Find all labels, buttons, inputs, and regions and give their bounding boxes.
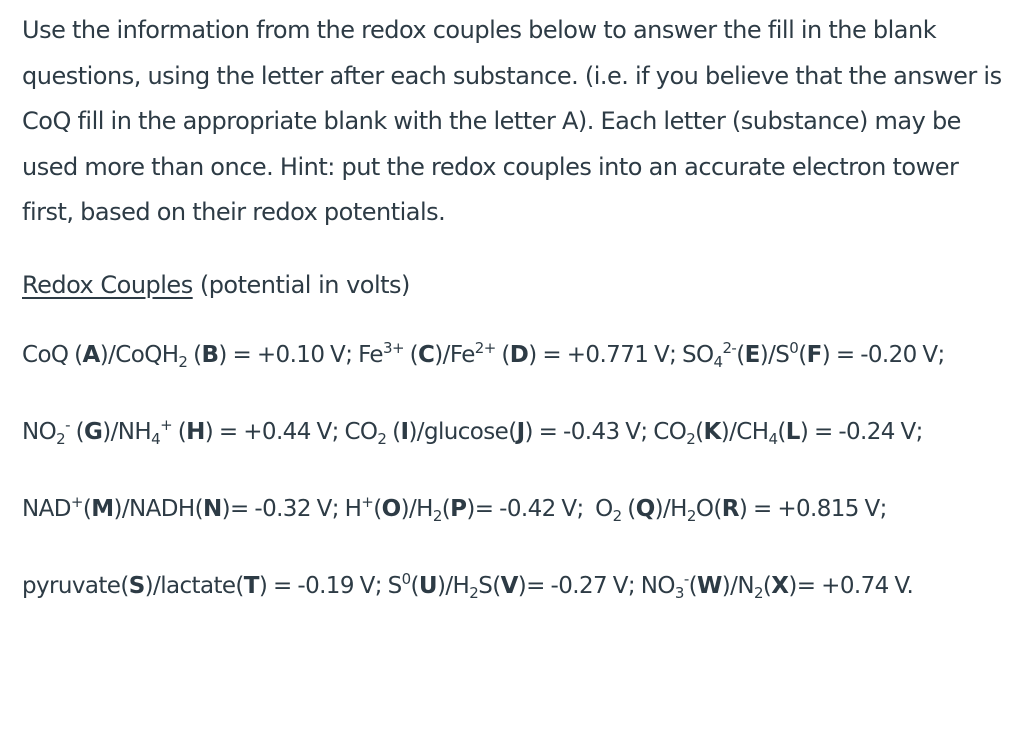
couple-coq: CoQ (A)/CoQH$_2$ (B) = +0.10 V; [22,341,353,371]
letter-label: P [450,495,467,522]
couple-nad: NAD+(M)/NADH(N)= -0.32 V; [22,492,339,522]
potential-value: = +0.771 V; [542,341,677,368]
letter-label: C [418,341,435,368]
potential-value: = -0.20 V; [835,341,945,368]
potential-value: = -0.42 V; [474,495,584,522]
letter-label: A [82,341,100,368]
potential-value: = -0.43 V; [538,418,648,445]
letter-label: G [83,418,103,445]
couples-block-1 [22,333,1014,377]
potential-value: = +0.10 V; [232,341,353,368]
letter-label: E [744,341,760,368]
potential-value: = +0.815 V; [752,495,887,522]
letter-label: F [806,341,822,368]
letter-label: V [500,572,518,599]
couples-block-3 [22,487,1014,531]
letter-label: L [785,418,800,445]
letter-label: K [703,418,721,445]
letter-label: W [697,572,722,599]
potential-value: = -0.32 V; [229,495,339,522]
couple-o2: $O_2$ $(Q)/H_2O(R) = +0.815$ V; [595,495,887,525]
redox-couples-heading [22,265,1014,305]
couples-block-2 [22,410,1014,454]
couple-so4: $SO_4^{2-}(E)/S^0(F) = -0.20$ V; [682,338,945,371]
couple-co2-glucose: $CO_2$ (I)/glucose(J) = -0.43 V; [344,418,648,448]
letter-label: I [400,418,409,445]
potential-value: = +0.74 V. [796,572,914,599]
letter-label: D [509,341,529,368]
couple-pyruvate: pyruvate(S)/lactate(T) = -0.19 V; [22,572,382,599]
couple-s0: $S^0(U)/H_2S(V)= -0.27$ V; [387,569,636,602]
couple-no2: $NO_2^-$ $(G)/NH_4^+$ (H) = +0.44 V; [22,415,339,448]
letter-label: Q [635,495,655,522]
letter-label: U [418,572,437,599]
redox-couples-units: (potential in volts) [192,270,410,299]
letter-label: N [202,495,222,522]
couple-co2-ch4: $CO_2(K)/CH_4(L) = -0.24$ V; [653,418,923,448]
letter-label: H [186,418,205,445]
couple-fe: $Fe^{3+}$ $(C)/Fe^{2+}$ (D) = +0.771 V; [358,338,677,368]
couple-no3: $NO_3^-(W)/N_2(X)= +0.74$ V. [640,569,914,602]
letter-label: M [91,495,114,522]
potential-value: = -0.19 V; [272,572,382,599]
potential-value: = -0.24 V; [813,418,923,445]
question-text [22,0,1014,608]
letter-label: O [381,495,401,522]
letter-label: B [201,341,219,368]
potential-value: = +0.44 V; [218,418,339,445]
letter-label: J [516,418,525,445]
letter-label: T [243,572,259,599]
couples-block-4 [22,564,1014,608]
letter-label: S [128,572,145,599]
instructions-paragraph: Use the information from the redox couples below to answer the fill in the blank questions, using the letter after each substance. (i.e. if you believe that the answer is CoQ fill in the appropriate blank with the letter A). Each letter (substance) may be used more than once. Hint: put the redox couples into an accurate electron tower first, based on their redox potentials. [22,16,1002,226]
letter-label: R [721,495,739,522]
letter-label: X [771,572,789,599]
couple-h: $H^+(O)/H_2(P)= -0.42$ V; [344,492,584,525]
redox-couples-title: Redox Couples [22,270,193,299]
potential-value: = -0.27 V; [526,572,636,599]
